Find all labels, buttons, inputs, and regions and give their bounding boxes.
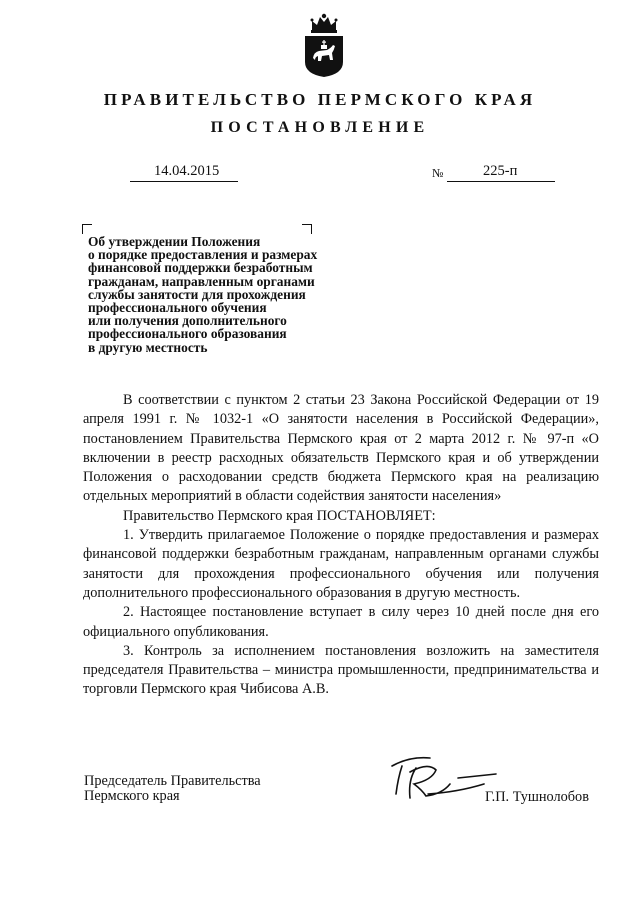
subject-line: финансовой поддержки безработным	[88, 260, 313, 276]
document-date: 14.04.2015	[154, 163, 220, 179]
document-number: 225-п	[483, 163, 518, 179]
resolution-intro-paragraph: Правительство Пермского края ПОСТАНОВЛЯЕТ:	[123, 507, 436, 524]
clause-1-paragraph: 1. Утвердить прилагаемое Положение о порядке предоставления и размерах финансовой поддержки безработным гражданам, направленным органами службы занятости для прохождения профессионального обучения или получения дополнительного профессионального образования в другую местность.	[83, 527, 599, 601]
clause-3-paragraph: 3. Контроль за исполнением постановления возложить на заместителя председателя Правительства – министра промышленности, предпринимательства и торговли Пермского края Чибисова А.В.	[83, 642, 599, 698]
clause-2-paragraph: 2. Настоящее постановление вступает в силу через 10 дней после дня его официального опубликования.	[83, 604, 599, 640]
subject-line: или получения дополнительного	[88, 313, 287, 329]
document-date-field	[130, 163, 238, 182]
handwritten-signature-icon	[388, 744, 500, 804]
preamble-paragraph: В соответствии с пунктом 2 статьи 23 Закона Российской Федерации от 19 апреля 1991 г. № 1032-1 «О занятости населения в Российской Федерации», постановлением Правительства Пермского края от 2 марта 2012 г. № 97-п «О включении в реестр расходных обязательств Пермского края и об утверждении Положения о расходовании средств бюджета Пермского края на реализацию отдельных мероприятий в области содействия занятости населения»	[83, 392, 599, 505]
document-number-field	[447, 163, 555, 182]
subject-line: в другую местность	[88, 339, 208, 355]
subject-line: Об утверждении Положения	[88, 234, 261, 249]
government-title: ПРАВИТЕЛЬСТВО ПЕРМСКОГО КРАЯ	[103, 90, 537, 109]
subject-line: о порядке предоставления и размерах	[88, 247, 318, 263]
signatory-title-line: Председатель Правительства	[84, 773, 261, 789]
subject-corner-left	[82, 224, 92, 234]
number-sign: №	[432, 166, 444, 180]
perm-krai-coat-of-arms-icon	[303, 12, 345, 78]
document-type-title: ПОСТАНОВЛЕНИЕ	[210, 119, 430, 136]
subject-line: профессионального обучения	[88, 300, 267, 316]
subject-line: службы занятости для прохождения	[88, 286, 306, 302]
document-body	[83, 391, 599, 700]
subject-line: профессионального образования	[88, 326, 287, 342]
signatory-title	[84, 774, 261, 804]
subject-corner-right	[302, 224, 312, 234]
signatory-name: Г.П. Тушнолобов	[485, 789, 589, 805]
subject-line: гражданам, направленным органами	[88, 273, 315, 289]
document-subject	[88, 235, 388, 354]
signatory-title-line: Пермского края	[84, 788, 180, 804]
